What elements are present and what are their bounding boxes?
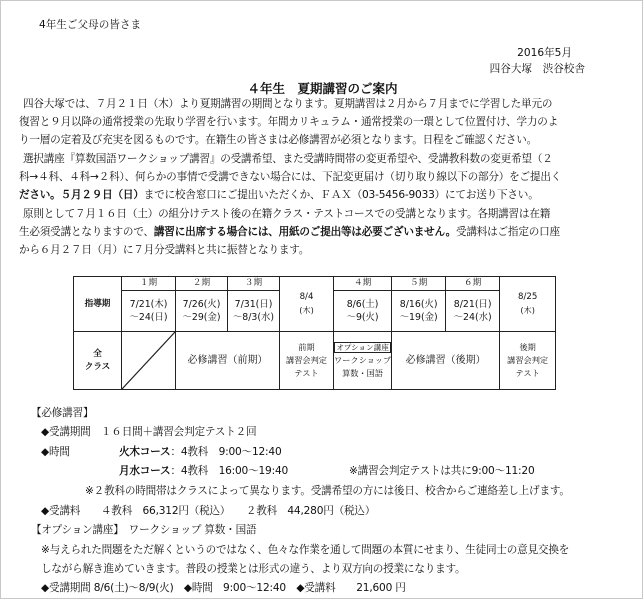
intro-line-1: 四谷大塚では、７月２１日（木）より夏期講習の期間となります。夏期講習は２月から７月までに学習した単元の <box>23 98 553 110</box>
period-cell-mid-test <box>280 277 334 332</box>
class-label-2: クラス <box>84 361 111 372</box>
period-label: ５期 <box>392 277 446 291</box>
end-test-line: テスト <box>515 368 540 378</box>
intro-line-2: 復習と９月以降の通常授業の先取り学習を行います。年間カリキュラム・通常授業の一環として位置付け、学力のよ <box>19 116 559 128</box>
mid-test-line: 講習会判定 <box>286 355 327 365</box>
period-start: 7/21(木) <box>129 299 168 310</box>
required-fee: ◆受講料 ４教科 66,312円（税込） ２教科 44,280円（税込） <box>41 505 376 517</box>
principle-line-3: から６月２７日（月）に７月分受講料と共に振替となります。 <box>19 244 310 256</box>
course-1-name: 火木コース <box>119 446 171 458</box>
period-label: ４期 <box>334 277 392 291</box>
diagonal-line <box>122 332 175 389</box>
issue-date: 2016年5月 <box>517 47 572 59</box>
row-label-class <box>74 332 122 390</box>
class-row <box>74 332 556 390</box>
end-test-cell <box>500 332 556 390</box>
option-line: 算数・国語 <box>342 368 384 378</box>
period-cell-end-test <box>500 277 556 332</box>
period-label: ６期 <box>446 277 500 291</box>
option-course-cell <box>334 332 392 390</box>
class-label-1: 全 <box>93 348 102 359</box>
period-start: 7/26(火) <box>182 299 221 310</box>
addressee: 4年生ご父母の皆さま <box>39 19 142 31</box>
principle-line-2 <box>19 224 560 239</box>
period-dates <box>228 291 280 332</box>
option-course-badge: オプション講座 <box>336 343 389 352</box>
option-desc-2: しながら解き進めていきます。普段の授業とは形式の違う、より双方向の授業になります。 <box>41 563 466 575</box>
period-end: (木) <box>520 305 535 315</box>
period-start: 8/16(火) <box>399 299 438 310</box>
principle-line-1: 原則として７月１６日（土）の組分けテスト後の在籍クラス・テストコースでの受講となります。各期講習は在籍 <box>23 208 551 220</box>
period-start: 7/31(日) <box>234 299 273 310</box>
deadline-text: ださい。５月２９日（日） <box>19 189 144 201</box>
row-label-period: 指導期 <box>74 277 122 332</box>
two-subject-note: ※２教科の時間帯はクラスによって異なります。受講希望の方には後日、校舎からご連絡差し上げます。 <box>85 485 570 497</box>
period-end: ～19(金) <box>399 312 438 323</box>
period-header-row <box>74 277 556 291</box>
period-dates <box>392 291 446 332</box>
mid-test-line: 前期 <box>298 342 315 352</box>
period-start: 8/6(土) <box>346 299 379 310</box>
required-time-label: ◆時間 <box>41 446 70 458</box>
first-half-course: 必修講習（前期） <box>176 332 280 390</box>
required-heading: 【必修講習】 <box>31 407 94 419</box>
period-label: ３期 <box>228 277 280 291</box>
test-time-note: ※講習会判定テストは共に9:00～11:20 <box>349 465 535 477</box>
period-end: ～24(水) <box>453 312 492 323</box>
no-submission-note: 講習に出席する場合には、用紙のご提出等は必要ございません。 <box>153 226 456 238</box>
course-2-name: 月水コース <box>119 465 171 477</box>
schedule-table <box>73 276 556 390</box>
option-heading: 【オプション講座】 ワークショップ 算数・国語 <box>31 524 257 536</box>
required-period: ◆受講期間 １６日間＋講習会判定テスト２回 <box>41 426 257 438</box>
period-dates <box>122 291 176 332</box>
period-label: ２期 <box>176 277 228 291</box>
period-dates <box>446 291 500 332</box>
course-1 <box>119 444 281 459</box>
mid-test-line: テスト <box>294 368 319 378</box>
elective-line-3 <box>19 187 539 202</box>
elective-line-1: 選択講座『算数国語ワークショップ講習』の受講希望、また受講時間帯の変更希望や、受講教科数の変更希望（２ <box>23 153 553 165</box>
end-test-line: 後期 <box>519 342 536 352</box>
period-end: ～8/3(水) <box>232 312 275 323</box>
principle-line-2b: 受講料はご指定の口座 <box>455 226 560 238</box>
end-test-line: 講習会判定 <box>507 355 549 365</box>
elective-line-2: 科→４科、４科→２科）、何らかの事情で受講できない場合には、下記変更届け（切り取り線以下の部分）をご提出く <box>19 171 562 183</box>
period-end: ～29(金) <box>182 312 221 323</box>
second-half-course: 必修講習（後期） <box>392 332 500 390</box>
period-dates <box>176 291 228 332</box>
period-end: ～24(日) <box>129 312 168 323</box>
elective-line-3-rest: までに校舎窓口にご提出いただくか、ＦＡＸ（03-5456-9033）にてお送り下さい。 <box>143 189 539 201</box>
period-end: ～9(火) <box>346 312 379 323</box>
period-start: 8/25 <box>518 292 538 302</box>
mid-test-cell <box>280 332 334 390</box>
option-desc-1: ※与えられた問題をただ解くというのではなく、色々な作業を通して問題の本質にせまり、生徒同士の意見交換を <box>41 544 570 556</box>
sender: 四谷大塚 渋谷校舎 <box>489 63 585 75</box>
principle-line-2a: 生必須受講となりますので、 <box>19 226 154 238</box>
intro-line-3: り一層の定着及び充実を図るものです。在籍生の皆さまは必修講習が必須となります。日程をご確認ください。 <box>19 134 537 146</box>
course-1-detail: ：4教科 9:00～12:40 <box>170 446 282 458</box>
option-line: ワークショップ <box>334 355 392 365</box>
page-title: ４年生 夏期講習のご案内 <box>247 81 398 96</box>
period-dates <box>334 291 392 332</box>
period-start: 8/4 <box>299 292 314 302</box>
empty-diagonal-cell <box>122 332 176 390</box>
period-label: １期 <box>122 277 176 291</box>
course-2 <box>119 463 288 478</box>
period-start: 8/21(日) <box>453 299 492 310</box>
period-end: (木) <box>299 305 314 315</box>
course-2-detail: ：4教科 16:00～19:40 <box>170 465 289 477</box>
option-summary: ◆受講期間 8/6(土)～8/9(火) ◆時間 9:00～12:40 ◆受講料 21,600 円 <box>41 582 406 594</box>
